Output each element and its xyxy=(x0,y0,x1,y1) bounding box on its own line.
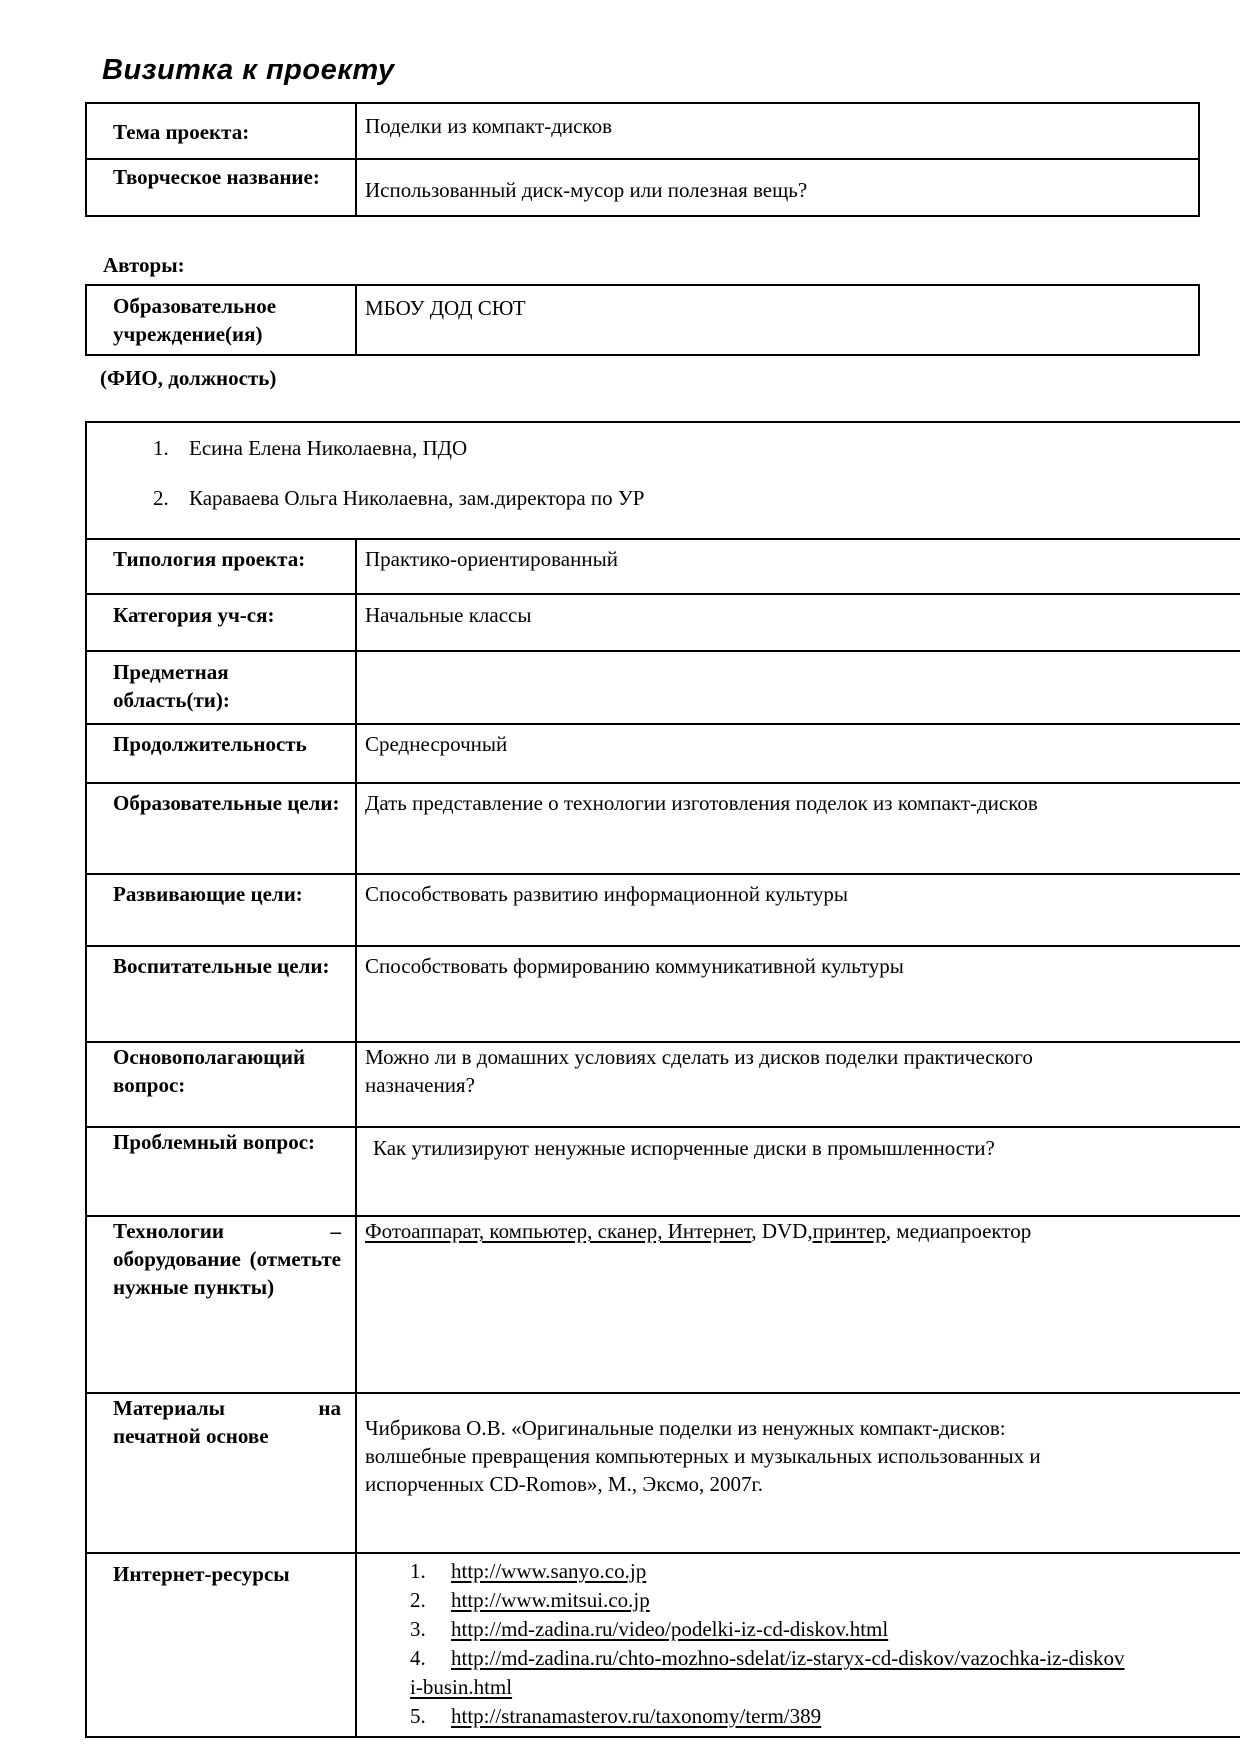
project-details-table xyxy=(85,421,1240,1738)
table-row xyxy=(86,1127,1240,1216)
table-row xyxy=(86,422,1240,539)
materials-label: Материалы на печатной основе xyxy=(86,1393,356,1553)
list-item xyxy=(153,484,1240,512)
fundamental-question-label: Основополагающий вопрос: xyxy=(86,1042,356,1127)
materials-line: Чибрикова О.В. «Оригинальные поделки из ненужных компакт-дисков: xyxy=(365,1415,1006,1440)
list-number: 5. xyxy=(410,1703,426,1728)
table-row xyxy=(86,874,1240,946)
hyperlink[interactable]: http://md-zadina.ru/video/podelki-iz-cd-diskov.html xyxy=(451,1616,889,1641)
table-row xyxy=(86,651,1240,724)
list-number: 3. xyxy=(410,1616,426,1641)
equipment-plain: , медиапроектор xyxy=(885,1218,1032,1243)
list-number: 4. xyxy=(410,1645,426,1670)
list-number: 1. xyxy=(153,435,169,460)
dev-goals-value: Способствовать развитию информационной культуры xyxy=(356,874,1240,946)
equipment-plain: , DVD, xyxy=(751,1218,813,1243)
author-name: Есина Елена Николаевна, ПДО xyxy=(189,435,468,460)
table-row xyxy=(86,539,1240,594)
subject-area-value xyxy=(356,651,1240,724)
duration-value: Среднесрочный xyxy=(356,724,1240,783)
fundamental-question-value xyxy=(356,1042,1240,1127)
list-item xyxy=(410,1586,1236,1615)
internet-resources-label: Интернет-ресурсы xyxy=(86,1553,356,1737)
table-row xyxy=(86,783,1240,874)
question-line: Можно ли в домашних условиях сделать из дисков поделки практического xyxy=(365,1044,1033,1069)
typology-label: Типология проекта: xyxy=(86,539,356,594)
internet-resources-value xyxy=(356,1553,1240,1737)
organization-table xyxy=(85,284,1200,356)
theme-value: Поделки из компакт-дисков xyxy=(356,103,1199,159)
equipment-underlined: принтер xyxy=(812,1218,886,1243)
fio-note: (ФИО, должность) xyxy=(100,365,277,390)
list-item xyxy=(410,1702,1236,1731)
table-row xyxy=(86,1216,1240,1393)
technologies-value xyxy=(356,1216,1240,1393)
upbringing-goals-label: Воспитательные цели: xyxy=(86,946,356,1042)
hyperlink-wrap[interactable]: i-busin.html xyxy=(410,1674,513,1699)
typology-value: Практико-ориентированный xyxy=(356,539,1240,594)
project-header-table xyxy=(85,102,1200,217)
list-item xyxy=(410,1557,1236,1586)
author-name: Караваева Ольга Николаевна, зам.директора по УР xyxy=(189,485,645,510)
hyperlink[interactable]: http://www.sanyo.co.jp xyxy=(451,1558,647,1583)
dev-goals-label: Развивающие цели: xyxy=(86,874,356,946)
list-item xyxy=(153,434,1240,462)
list-number: 1. xyxy=(410,1558,426,1583)
problem-question-label: Проблемный вопрос: xyxy=(86,1127,356,1216)
edu-goals-value: Дать представление о технологии изготовления поделок из компакт-дисков xyxy=(356,783,1240,874)
edu-goals-label: Образовательные цели: xyxy=(86,783,356,874)
upbringing-goals-value: Способствовать формированию коммуникативной культуры xyxy=(356,946,1240,1042)
organization-value: МБОУ ДОД СЮТ xyxy=(356,285,1199,355)
authors-list-cell xyxy=(86,422,1240,539)
list-number: 2. xyxy=(153,485,169,510)
table-row xyxy=(86,1553,1240,1737)
duration-label: Продолжительность xyxy=(86,724,356,783)
category-label: Категория уч-ся: xyxy=(86,594,356,651)
table-row xyxy=(86,1042,1240,1127)
hyperlink[interactable]: http://www.mitsui.co.jp xyxy=(451,1587,650,1612)
table-row xyxy=(86,103,1199,159)
materials-line: волшебные превращения компьютерных и музыкальных использованных и xyxy=(365,1444,1041,1469)
creative-name-label: Творческое название: xyxy=(86,159,356,216)
equipment-underlined: Фотоаппарат, компьютер, сканер, Интернет xyxy=(365,1218,752,1243)
theme-label: Тема проекта: xyxy=(86,103,356,159)
authors-list xyxy=(88,434,1240,512)
page-title: Визитка к проекту xyxy=(102,54,395,86)
category-value: Начальные классы xyxy=(356,594,1240,651)
hyperlink[interactable]: http://stranamasterov.ru/taxonomy/term/389 xyxy=(451,1703,822,1728)
table-row xyxy=(86,1393,1240,1553)
authors-heading: Авторы: xyxy=(103,253,185,277)
problem-question-value: Как утилизируют ненужные испорченные диски в промышленности? xyxy=(356,1127,1240,1216)
table-row xyxy=(86,946,1240,1042)
table-row xyxy=(86,594,1240,651)
technologies-label: Технологии – оборудование (отметьте нужные пункты) xyxy=(86,1216,356,1393)
hyperlink[interactable]: http://md-zadina.ru/chto-mozhno-sdelat/iz-staryx-cd-diskov/vazochka-iz-diskov xyxy=(451,1645,1125,1670)
links-list xyxy=(365,1554,1236,1731)
question-line: назначения? xyxy=(365,1073,475,1098)
materials-line: испорченных CD-Romов», М., Эксмо, 2007г. xyxy=(365,1472,763,1497)
list-item xyxy=(410,1615,1236,1644)
list-number: 2. xyxy=(410,1587,426,1612)
materials-value xyxy=(356,1393,1240,1553)
subject-area-label: Предметная область(ти): xyxy=(86,651,356,724)
list-item xyxy=(410,1644,1236,1702)
table-row xyxy=(86,724,1240,783)
organization-label: Образовательное учреждение(ия) xyxy=(86,285,356,355)
table-row xyxy=(86,159,1199,216)
table-row xyxy=(86,285,1199,355)
creative-name-value: Использованный диск-мусор или полезная вещь? xyxy=(356,159,1199,216)
